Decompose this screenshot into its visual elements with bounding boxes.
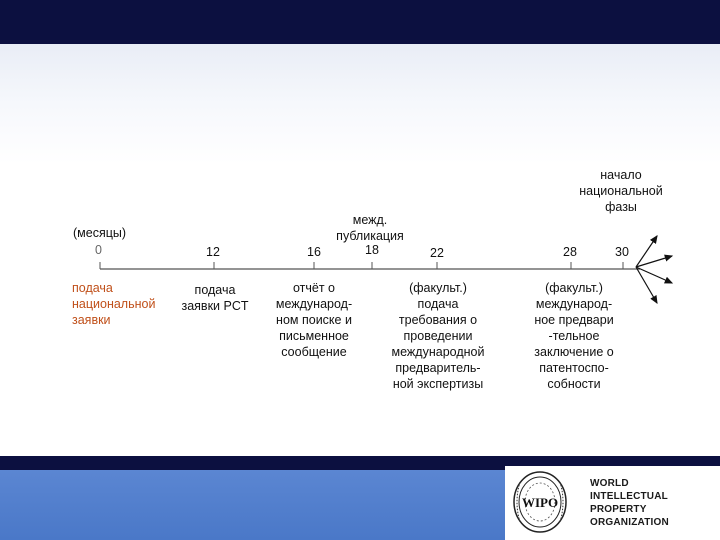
org-name-line-4: ORGANIZATION (590, 517, 669, 528)
national-phase-arrow-4 (636, 267, 657, 303)
event-search-report: отчёт о международ- ном поиске и письменное сообщение (275, 281, 353, 359)
tick-label-30: 30 (615, 245, 629, 259)
tick-label-16: 16 (307, 245, 321, 259)
tick-label-12: 12 (206, 245, 220, 259)
tick-label-22: 22 (430, 246, 444, 260)
national-phase-arrow-3 (636, 267, 672, 283)
tick-label-28: 28 (563, 245, 577, 259)
event-pct-filing: подача заявки PCT (181, 283, 249, 313)
tick-label-0: 0 (95, 243, 102, 257)
axis-unit-label: (месяцы) (73, 226, 127, 240)
tick-label-18: 18 (365, 243, 379, 257)
event-national-filing: подача национальной заявки (72, 281, 156, 327)
national-phase-arrow-1 (636, 236, 657, 267)
org-name-line-2: INTELLECTUAL (590, 491, 668, 502)
event-preliminary-report: (факульт.) международ- ное предвари -тельное заключение о патентоспо- собности (534, 281, 614, 391)
national-phase-arrow-2 (636, 256, 672, 267)
event-international-publication: межд. публикация (336, 213, 404, 243)
wipo-emblem-text: WIPO (521, 495, 559, 510)
event-demand-filing: (факульт.) подача требования о проведении международной предваритель- ной экспертизы (391, 281, 485, 391)
org-name-line-1: WORLD (590, 478, 629, 489)
org-name-line-3: PROPERTY (590, 504, 647, 515)
event-national-phase: начало национальной фазы (579, 168, 663, 214)
wipo-emblem-icon (510, 468, 570, 536)
